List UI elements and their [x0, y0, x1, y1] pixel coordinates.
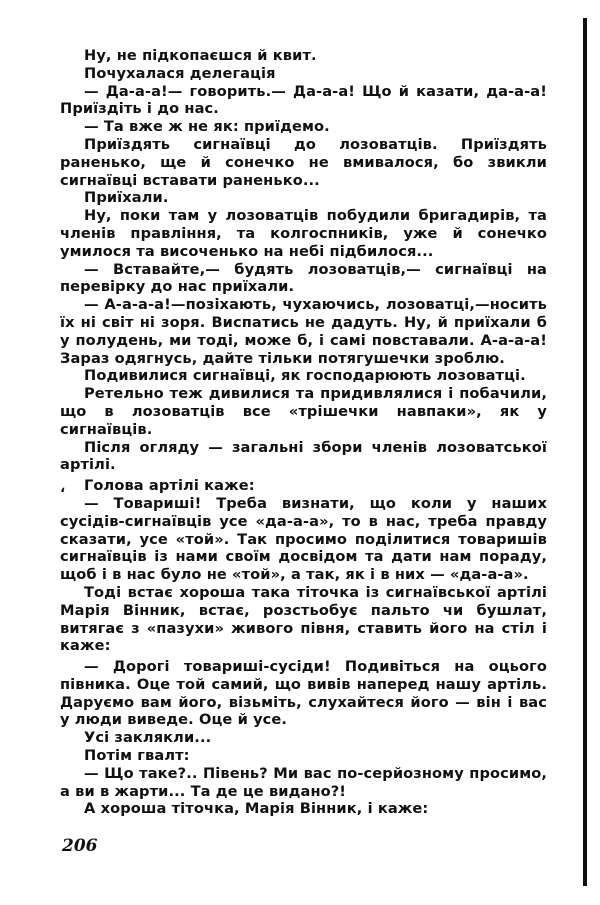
scan-edge-line — [583, 18, 587, 886]
paragraph-7: Ну, поки там у лозоватців побудили бригадирів, та членів правління, та колгоспників, уже й сонечко умилося та височенько на небі підбилося... — [60, 207, 547, 260]
paragraph-20: А хороша тіточка, Марія Вінник, і каже: — [84, 800, 429, 818]
paragraph-16: — Дорогі товариші-сусіди! Подивіться на оцього півника. Оце той самий, що вивів наперед нашу артіль. Даруємо вам його, візьміть, слухайтеся його — він і вас у люди виведе. Оце й усе. — [60, 658, 547, 729]
paragraph-13: Голова артілі каже: — [84, 477, 255, 495]
paragraph-12: Після огляду — загальні збори членів лозоватської артілі. — [60, 438, 547, 474]
page-number: 206 — [62, 836, 98, 856]
paragraph-8: — Вставайте,— будять лозоватців,— сигнаївці на перевірку до нас приїхали. — [60, 260, 547, 296]
paragraph-6: Приїхали. — [84, 189, 169, 207]
paragraph-11: Ретельно теж дивилися та придивлялися і побачили, що в лозоватців все «трішечки навпаки», як у сигнаївців. — [60, 385, 547, 438]
margin-mark: ʻ — [60, 486, 66, 502]
paragraph-14: — Товариші! Треба визнати, що коли у наших сусідів-сигнаївців усе «да-а-а», то в нас, треба правду сказати, усе «той». Так просимо поділитися товаришів сигнаївців із нами своїм досвідом та дати нам пораду, щоб і в нас було не «той», а так, як і в них — «да-а-а». — [60, 494, 547, 584]
paragraph-18: Потім гвалт: — [84, 747, 190, 765]
paragraph-5: Приїздять сигнаївці до лозоватців. Приїздять раненько, ще й сонечко не вмивалося, бо звикли сигнаївці вставати раненько... — [60, 135, 547, 189]
paragraph-1: Ну, не підкопаєшся й квит. — [84, 47, 317, 64]
paragraph-9: — А-а-а-а!—позіхають, чухаючись, лозоватці,—носить їх ні світ ні зоря. Виспатись не дадуть. Ну, й приїхали б у полудень, ми тоді, може б, і самі повставали. А-а-а-а! Зараз одягнусь, дайте тільки потягушечки зроблю. — [60, 296, 547, 367]
paragraph-19: — Що таке?.. Півень? Ми вас по-серйозному просимо, а ви в жарти... Та де це видано?! — [60, 764, 547, 800]
paragraph-10: Подивилися сигнаївці, як господарюють лозоватці. — [84, 367, 526, 385]
book-page-text — [60, 47, 547, 818]
paragraph-17: Усі заклякли... — [84, 729, 212, 747]
paragraph-15: Тоді встає хороша така тіточка із сигнаївської артілі Марія Вінник, встає, розстьобує пальто чи бушлат, витягає з «пазухи» живого півня, ставить його на стіл і каже: — [60, 583, 547, 655]
paragraph-2: Почухалася делегація — [84, 64, 276, 82]
paragraph-4: — Та вже ж не як: приїдемо. — [84, 118, 330, 136]
paragraph-3: — Да-а-а!— говорить.— Да-а-а! Що й казати, да-а-а! Приїздіть і до нас. — [60, 82, 547, 118]
